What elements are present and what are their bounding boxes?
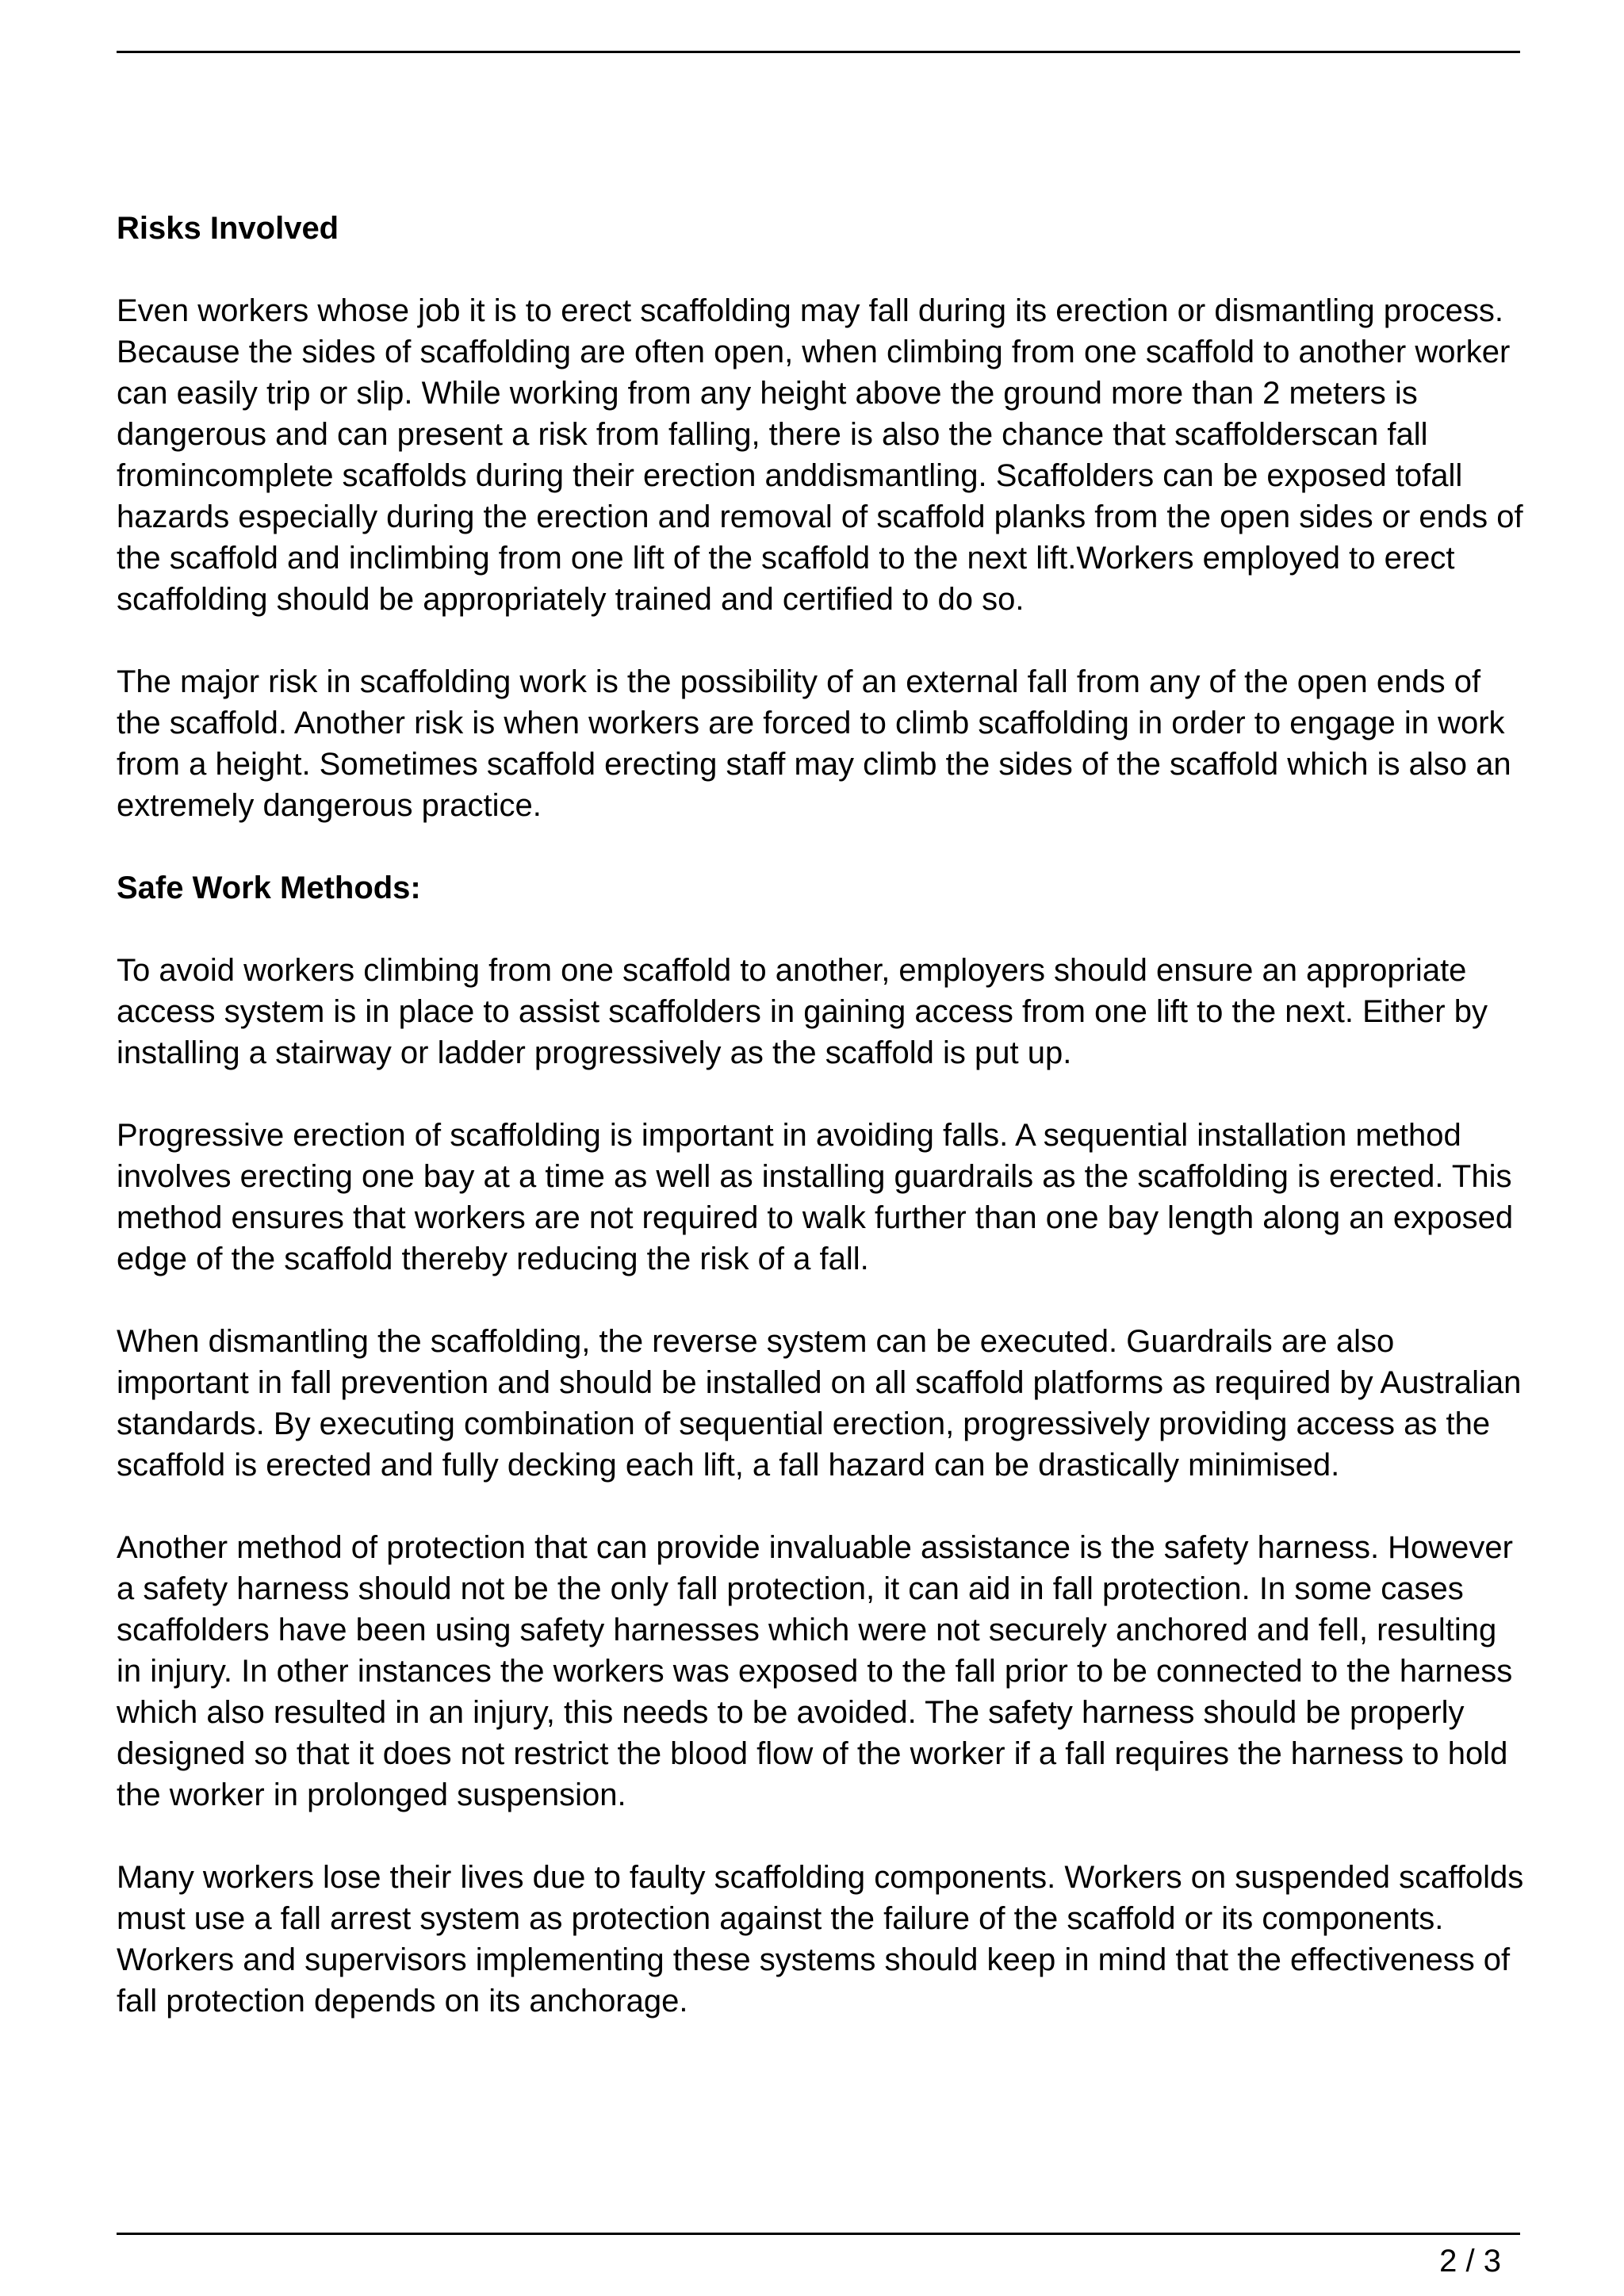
safe-paragraph-2: Progressive erection of scaffolding is important in avoiding falls. A sequential installation method involves erecting one bay at a time as well as installing guardrails as the scaffolding is erected. This method ensures that workers are not required to walk further than one bay length along an exposed edge of the scaffold thereby reducing the risk of a fall. xyxy=(117,1118,1514,1276)
safe-paragraph-4: Another method of protection that can provide invaluable assistance is the safety harness. However a safety harness should not be the only fall protection, it can aid in fall protection. In some cases scaffolders have been using safety harnesses which were not securely anchored and fell, resulting in injury. In other instances the workers was exposed to the fall prior to be connected to the harness which also resulted in an injury, this needs to be avoided. The safety harness should be properly designed so that it does not restrict the blood flow of the worker if a fall requires the harness to hold the worker in prolonged suspension. xyxy=(117,1530,1513,1812)
heading-safe-work-methods: Safe Work Methods: xyxy=(117,871,421,905)
risks-paragraph-1: Even workers whose job it is to erect scaffolding may fall during its erection or dismantling process. Because the sides of scaffolding are often open, when climbing from one scaffold to another worker can easily trip or slip. While working from any height above the ground more than 2 meters is dangerous and can present a risk from falling, there is also the chance that scaffolderscan fall fromincomplete scaffolds during their erection anddismantling. Scaffolders can be exposed tofall hazards especially during the erection and removal of scaffold planks from the open sides or ends of the scaffold and inclimbing from one lift of the scaffold to the next lift.Workers employed to erect scaffolding should be appropriately trained and certified to do so. xyxy=(117,293,1523,617)
safe-paragraph-5: Many workers lose their lives due to faulty scaffolding components. Workers on suspended scaffolds must use a fall arrest system as protection against the failure of the scaffold or its components. Workers and supervisors implementing these systems should keep in mind that the effectiveness of fall protection depends on its anchorage. xyxy=(117,1860,1524,2019)
risks-paragraph-2: The major risk in scaffolding work is the possibility of an external fall from any of the open ends of the scaffold. Another risk is when workers are forced to climb scaffolding in order to engage in work from a height. Sometimes scaffold erecting staff may climb the sides of the scaffold which is also an extremely dangerous practice. xyxy=(117,664,1511,823)
page-number: 2 / 3 xyxy=(1439,2244,1501,2279)
safe-paragraph-3: When dismantling the scaffolding, the reverse system can be executed. Guardrails are also important in fall prevention and should be installed on all scaffold platforms as required by Australian standards. By executing combination of sequential erection, progressively providing access as the scaffold is erected and fully decking each lift, a fall hazard can be drastically minimised. xyxy=(117,1324,1522,1483)
header-rule xyxy=(117,51,1520,53)
document-body xyxy=(117,208,1528,2063)
safe-paragraph-1: To avoid workers climbing from one scaffold to another, employers should ensure an appropriate access system is in place to assist scaffolders in gaining access from one lift to the next. Either by installing a stairway or ladder progressively as the scaffold is put up. xyxy=(117,953,1488,1070)
footer-rule xyxy=(117,2233,1520,2235)
heading-risks-involved: Risks Involved xyxy=(117,211,339,246)
